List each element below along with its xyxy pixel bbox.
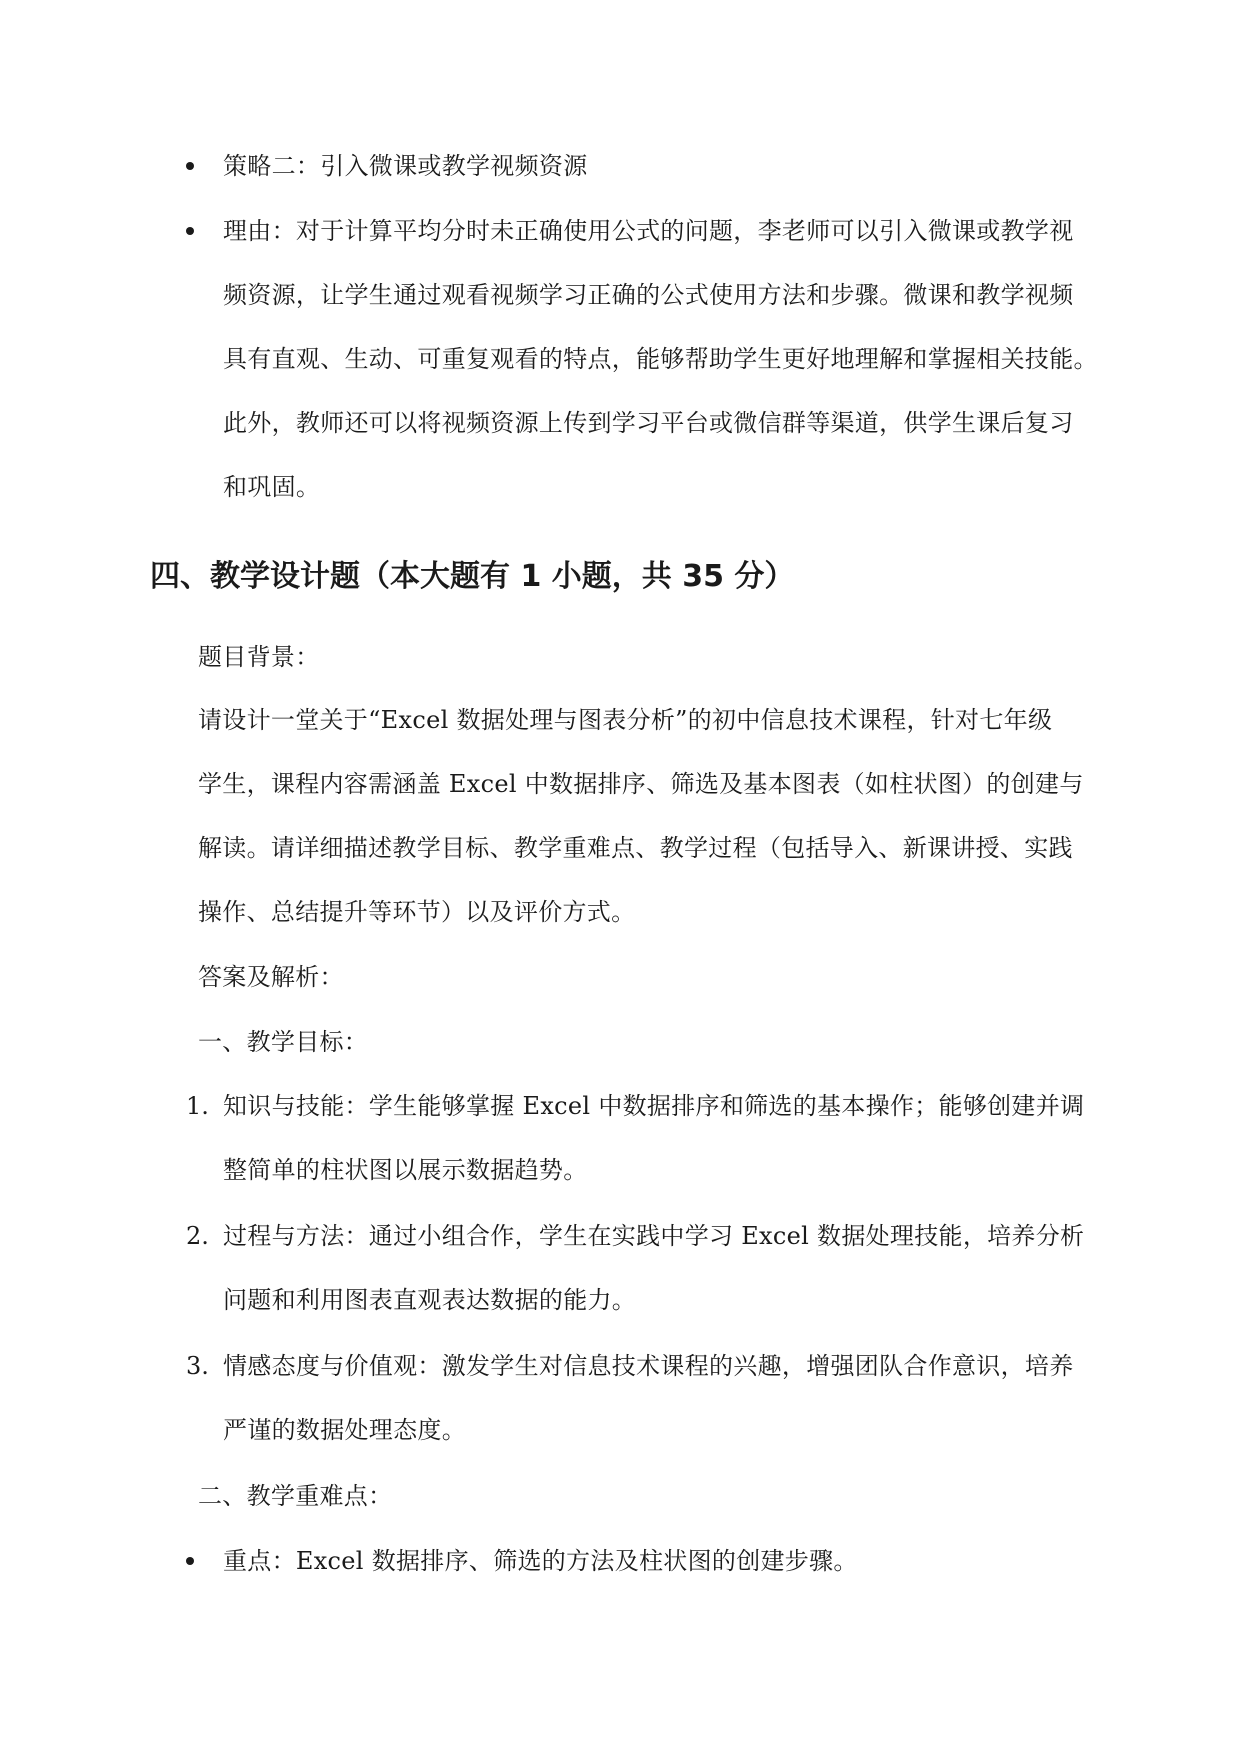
goal-line: 严谨的数据处理态度。 (223, 1416, 466, 1444)
goal-line: 整简单的柱状图以展示数据趋势。 (223, 1156, 588, 1184)
section-heading: 四、教学设计题（本大题有 1 小题，共 35 分） (150, 559, 795, 594)
answer-label: 答案及解析： (198, 963, 344, 991)
goal-line: 过程与方法：通过小组合作，学生在实践中学习 Excel 数据处理技能，培养分析 (223, 1222, 1085, 1250)
list-number: 3. (186, 1352, 209, 1380)
list-number: 1. (186, 1092, 209, 1120)
question-line: 请设计一堂关于“Excel 数据处理与图表分析”的初中信息技术课程，针对七年级 (198, 706, 1053, 734)
bullet-marker (186, 1557, 194, 1565)
keypoints-title: 二、教学重难点： (198, 1482, 393, 1510)
goals-title: 一、教学目标： (198, 1028, 369, 1056)
reason-line: 和巩固。 (223, 473, 321, 501)
background-label: 题目背景： (198, 643, 320, 671)
question-line: 解读。请详细描述教学目标、教学重难点、教学过程（包括导入、新课讲授、实践 (198, 834, 1073, 862)
goal-line: 知识与技能：学生能够掌握 Excel 中数据排序和筛选的基本操作；能够创建并调 (223, 1092, 1085, 1120)
reason-line: 频资源，让学生通过观看视频学习正确的公式使用方法和步骤。微课和教学视频 (223, 281, 1074, 309)
reason-line: 理由：对于计算平均分时未正确使用公式的问题，李老师可以引入微课或教学视 (223, 217, 1074, 245)
strategy-title: 策略二：引入微课或教学视频资源 (223, 152, 588, 180)
question-line: 学生，课程内容需涵盖 Excel 中数据排序、筛选及基本图表（如柱状图）的创建与 (198, 770, 1084, 798)
bullet-marker (186, 227, 194, 235)
question-line: 操作、总结提升等环节）以及评价方式。 (198, 898, 636, 926)
reason-line: 具有直观、生动、可重复观看的特点，能够帮助学生更好地理解和掌握相关技能。 (223, 345, 1098, 373)
reason-line: 此外，教师还可以将视频资源上传到学习平台或微信群等渠道，供学生课后复习 (223, 409, 1074, 437)
list-number: 2. (186, 1222, 209, 1250)
goal-line: 问题和利用图表直观表达数据的能力。 (223, 1286, 637, 1314)
bullet-marker (186, 162, 194, 170)
goal-line: 情感态度与价值观：激发学生对信息技术课程的兴趣，增强团队合作意识，培养 (223, 1352, 1074, 1380)
keypoint-line: 重点：Excel 数据排序、筛选的方法及柱状图的创建步骤。 (223, 1547, 858, 1575)
